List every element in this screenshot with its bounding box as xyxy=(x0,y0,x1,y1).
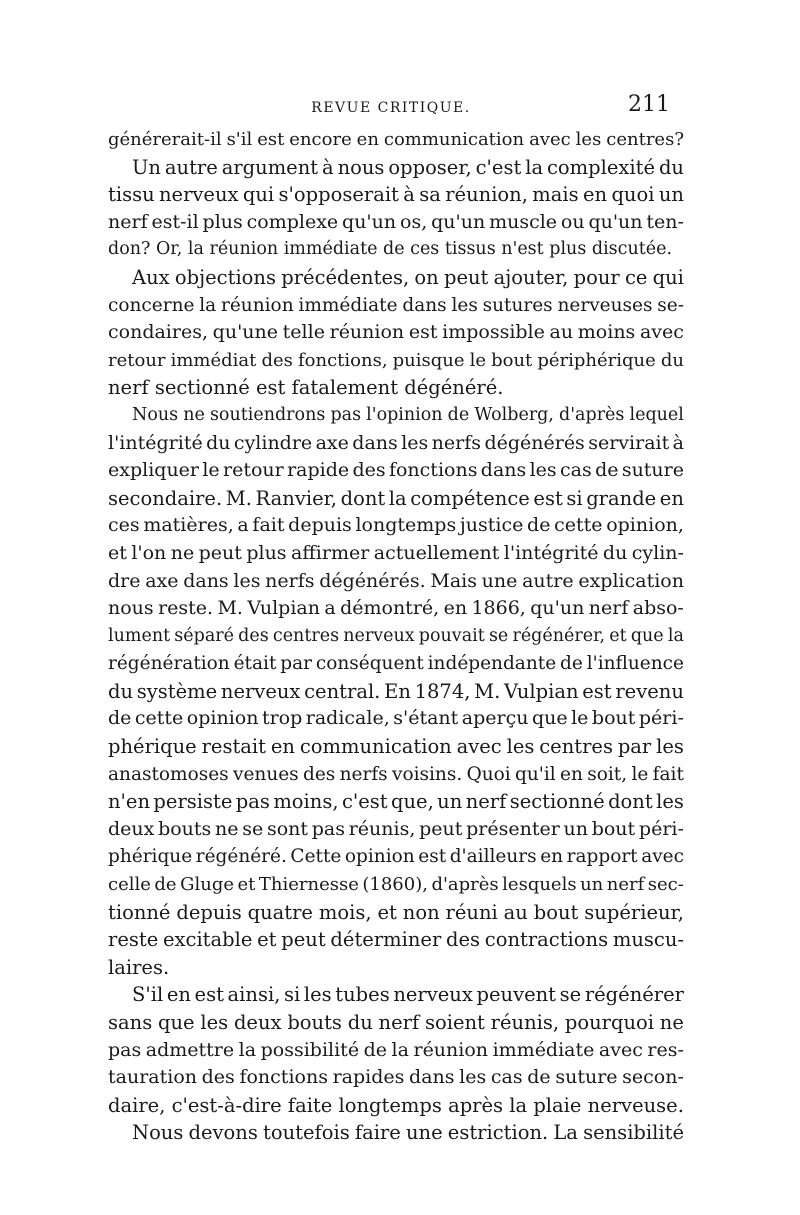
text-line: dre axe dans les nerfs dégénérés. Mais une autre explication xyxy=(108,569,684,592)
text-line: secondaire. M. Ranvier, dont la compétence est si grande en xyxy=(108,486,684,510)
text-line: phérique restait en communication avec les centres par les xyxy=(108,735,684,759)
text-line: Nous devons toutefois faire une estriction. La sensibilité xyxy=(132,1121,684,1145)
running-head xyxy=(108,90,674,124)
text-line: laires. xyxy=(108,955,170,979)
page-number: 211 xyxy=(628,92,670,117)
text-line: pas admettre la possibilité de la réunion immédiate avec res- xyxy=(108,1038,684,1061)
text-line: deux bouts ne se sont pas réunis, peut présenter un bout péri- xyxy=(108,817,684,840)
text-line: ces matières, a fait depuis longtemps justice de cette opinion, xyxy=(108,514,684,537)
text-line: Nous ne soutiendrons pas l'opinion de Wolberg, d'après lequel xyxy=(132,404,684,425)
text-line: n'en persiste pas moins, c'est que, un nerf sectionné dont les xyxy=(108,790,684,814)
text-line: condaires, qu'une telle réunion est impossible au moins avec xyxy=(108,321,684,344)
text-line: retour immédiat des fonctions, puisque le bout périphérique du xyxy=(108,349,684,371)
text-line: phérique régénéré. Cette opinion est d'ailleurs en rapport avec xyxy=(108,846,684,868)
body-text xyxy=(108,126,684,1147)
text-line: lument séparé des centres nerveux pouvait se régénérer, et que la xyxy=(108,625,684,646)
text-line: celle de Gluge et Thiernesse (1860), d'après lesquels un nerf sec- xyxy=(108,874,684,896)
text-line: daire, c'est-à-dire faite longtemps après la plaie nerveuse. xyxy=(108,1093,684,1117)
text-line: tionné depuis quatre mois, et non réuni au bout supérieur, xyxy=(108,900,684,924)
text-line: de cette opinion trop radicale, s'étant aperçu que le bout péri- xyxy=(108,707,684,730)
text-line: tauration des fonctions rapides dans les cas de suture secon- xyxy=(108,1066,684,1089)
text-line: l'intégrité du cylindre axe dans les nerfs dégénérés servirait à xyxy=(108,431,684,454)
text-line: Aux objections précédentes, on peut ajouter, pour ce qui xyxy=(132,265,684,289)
text-line: tissu nerveux qui s'opposerait à sa réunion, mais en quoi un xyxy=(108,183,684,207)
text-line: Un autre argument à nous opposer, c'est la complexité du xyxy=(132,155,684,179)
text-line: et l'on ne peut plus affirmer actuellement l'intégrité du cylin- xyxy=(108,541,684,564)
text-line: nerf sectionné est fatalement dégénéré. xyxy=(108,376,504,400)
text-line: expliquer le retour rapide des fonctions dans les cas de suture xyxy=(108,459,684,482)
text-line: nous reste. M. Vulpian a démontré, en 1866, qu'un nerf abso- xyxy=(108,597,684,620)
text-line: générerait-il s'il est encore en communication avec les centres? xyxy=(108,129,684,150)
text-line: S'il en est ainsi, si les tubes nerveux peuvent se régénérer xyxy=(132,983,684,1007)
text-line: sans que les deux bouts du nerf soient réunis, pourquoi ne xyxy=(108,1011,684,1034)
text-line: du système nerveux central. En 1874, M. Vulpian est revenu xyxy=(108,679,684,703)
text-line: reste excitable et peut déterminer des contractions muscu- xyxy=(108,928,684,952)
text-line: nerf est-il plus complexe qu'un os, qu'un muscle ou qu'un ten- xyxy=(108,210,684,233)
text-line: régénération était par conséquent indépendante de l'influence xyxy=(108,653,684,675)
text-line: concerne la réunion immédiate dans les sutures nerveuses se- xyxy=(108,294,684,316)
text-line: don? Or, la réunion immédiate de ces tissus n'est plus discutée. xyxy=(108,239,673,260)
text-line: anastomoses venues des nerfs voisins. Quoi qu'il en soit, le fait xyxy=(108,763,684,785)
running-title: REVUE CRITIQUE. xyxy=(311,100,471,116)
